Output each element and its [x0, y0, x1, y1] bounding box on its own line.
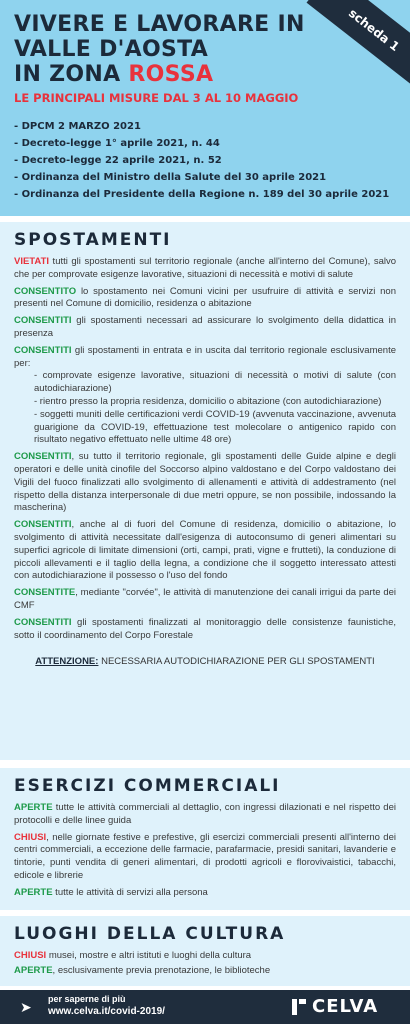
reference-item: - DPCM 2 MARZO 2021 [14, 121, 141, 132]
arrow-icon: ➤ [20, 999, 32, 1015]
section-title: LUOGHI DELLA CULTURA [14, 924, 286, 944]
page-title [14, 12, 334, 87]
reference-list [14, 118, 389, 203]
footer-info-label: per saperne di più [48, 994, 126, 1004]
keyword: CHIUSI [14, 831, 47, 843]
keyword: CHIUSI [14, 950, 47, 961]
reference-item: - Ordinanza del Presidente della Regione n. 189 del 30 aprile 2021 [14, 189, 390, 200]
sub-item: - soggetti muniti delle certificazioni verdi COVID-19 (avvenuta vaccinazione, avvenuta guarigione da COVID-19, effettuazione test molecolare o antigenico rapido con risultato negativo effettuato nelle ultime 48 ore) [34, 408, 396, 446]
keyword: CONSENTITI [14, 344, 72, 356]
keyword: APERTE [14, 802, 53, 813]
measure-item [14, 832, 396, 883]
measure-text: tutte le attività di servizi alla persona [52, 886, 208, 898]
keyword: CONSENTITI [14, 451, 72, 463]
keyword: CONSENTITO [14, 285, 77, 297]
measure-item [14, 965, 396, 978]
measure-item [14, 617, 396, 643]
measure-text: tutti gli spostamenti sul territorio regionale (anche all'interno del Comune), salvo che per comprovate esigenze lavorative, situazioni di necessità e motivi di salute [14, 256, 396, 280]
section-title: ESERCIZI COMMERCIALI [14, 776, 281, 796]
measure-text: , nelle giornate festive e prefestive, gli esercizi commerciali presenti all'interno dei centri commerciali, a eccezione delle farmacie, parafarmacie, presidi sanitari, lavanderie e tintorie, punti vendita di generi alimentari, di prodotti agricoli e florovivaistici, tabacchi, edicole e librerie [14, 831, 396, 881]
measure-text: , anche al di fuori del Comune di residenza, domicilio o abitazione, lo svolgimento di attività necessitate dall'esigenza di autoconsumo di generi alimentari su superfici agricole di limitate dimensioni (orti, campi, prati, vigne e frutteti), la conduzione di piccoli allevamenti e il taglio della legna, a condizione che il soggetto interessato attesti con autodichiarazione il possesso o l'uso del fondo [14, 519, 396, 582]
measure-item [14, 802, 396, 828]
section-esercizi-commerciali [0, 768, 410, 910]
scheda-badge-label: scheda 1 [345, 5, 403, 55]
reference-item: - Decreto-legge 22 aprile 2021, n. 52 [14, 155, 222, 166]
measure-text: lo spostamento nei Comuni vicini per usufruire di attività e servizi non presenti nel Comune di domicilio, residenza o abitazione [14, 285, 396, 310]
measure-item [14, 519, 396, 583]
sub-item: - comprovate esigenze lavorative, situazioni di necessità o motivi di salute (con autodichiarazione) [34, 370, 396, 395]
title-line-3 [14, 62, 334, 87]
measure-item [14, 451, 396, 515]
measure-text: , esclusivamente previa prenotazione, le biblioteche [52, 964, 271, 976]
measure-text: gli spostamenti finalizzati al monitoraggio delle consistenze faunistiche, sotto il coordinamento del Corpo Forestale [14, 616, 396, 641]
keyword: CONSENTITI [14, 616, 72, 628]
section-title: SPOSTAMENTI [14, 230, 172, 250]
attention-keyword: ATTENZIONE: [35, 656, 99, 668]
reference-item: - Ordinanza del Ministro della Salute del 30 aprile 2021 [14, 172, 327, 183]
measure-item [14, 256, 396, 282]
attention-note [0, 656, 410, 667]
section-luoghi-cultura [0, 916, 410, 986]
measure-item [14, 587, 396, 613]
footer [0, 990, 410, 1024]
celva-logo-icon [292, 999, 306, 1015]
keyword: VIETATI [14, 256, 50, 267]
measure-item [14, 950, 396, 963]
title-line-3b: ROSSA [128, 62, 214, 87]
title-line-2: VALLE D'AOSTA [14, 37, 209, 62]
attention-text: NECESSARIA AUTODICHIARAZIONE PER GLI SPOSTAMENTI [98, 656, 375, 668]
section-spostamenti [0, 222, 410, 760]
measure-item [14, 286, 396, 312]
title-line-3a: IN ZONA [14, 62, 129, 87]
measure-text: , su tutto il territorio regionale, gli spostamenti delle Guide alpine e degli operatori e delle unità cinofile del Soccorso alpino valdostano e del Corpo valdostano dei Vigili del fuoco finalizzati allo svolgimento di allenamenti e attività di addestramento (nel rispetto della distanza interpersonale di due metri oppure, se non possibile, indossando la mascherina) [14, 451, 396, 514]
keyword: APERTE [14, 886, 53, 898]
subtitle: LE PRINCIPALI MISURE DAL 3 AL 10 MAGGIO [14, 91, 299, 105]
celva-logo-text: CELVA [312, 996, 379, 1017]
measure-item [14, 315, 396, 341]
measure-item [14, 345, 396, 371]
title-line-1: VIVERE E LAVORARE IN [14, 12, 305, 37]
keyword: CONSENTITI [14, 315, 72, 327]
keyword: CONSENTITI [14, 519, 72, 531]
footer-link[interactable]: www.celva.it/covid-2019/ [48, 1006, 165, 1017]
measure-item [14, 887, 396, 900]
measure-text: gli spostamenti necessari ad assicurare lo svolgimento della didattica in presenza [14, 315, 396, 339]
header [0, 0, 410, 216]
measure-text: musei, mostre e altri istituti e luoghi della cultura [46, 950, 252, 961]
keyword: CONSENTITE [14, 587, 76, 599]
sub-item: - rientro presso la propria residenza, domicilio o abitazione (con autodichiarazione) [34, 395, 382, 407]
measure-text: , mediante "corvée", le attività di manutenzione dei canali irrigui da parte dei CMF [14, 587, 396, 611]
measure-text: tutte le attività commerciali al dettaglio, con ingressi dilazionati e nel rispetto dei protocolli e delle linee guida [14, 802, 396, 826]
measure-text: gli spostamenti in entrata e in uscita dal territorio regionale esclusivamente per: [14, 344, 396, 369]
keyword: APERTE [14, 964, 53, 976]
reference-item: - Decreto-legge 1° aprile 2021, n. 44 [14, 138, 220, 149]
